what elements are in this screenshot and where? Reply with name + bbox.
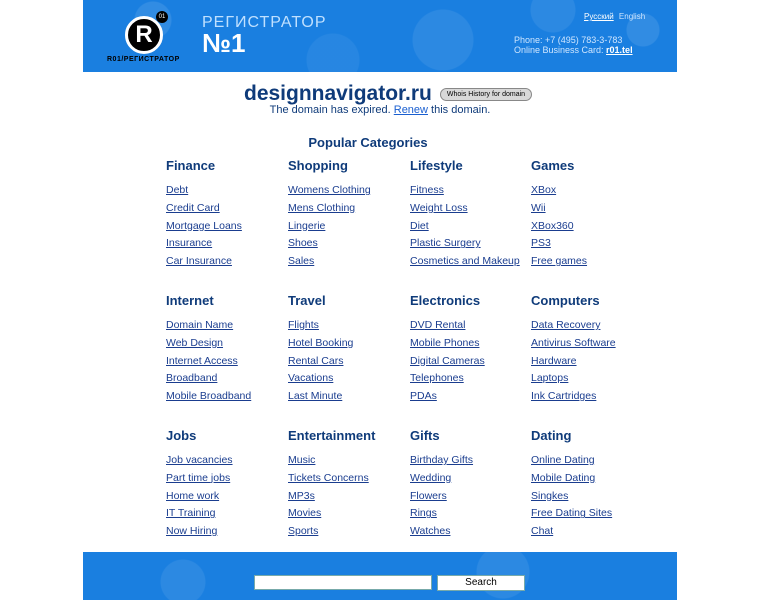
category-link[interactable]: Telephones	[410, 372, 464, 385]
category-link[interactable]: Watches	[410, 525, 451, 538]
category-dating	[531, 428, 649, 543]
category-title: Electronics	[410, 293, 481, 308]
category-link[interactable]: Ink Cartridges	[531, 390, 597, 403]
registrar-title: РЕГИСТРАТОР	[202, 14, 327, 31]
category-link[interactable]: Mobile Dating	[531, 471, 596, 484]
category-link[interactable]: Free Dating Sites	[531, 507, 613, 520]
category-link[interactable]: Music	[288, 454, 316, 466]
category-link[interactable]: Hardware	[531, 354, 577, 367]
category-title: Dating	[531, 428, 572, 443]
category-link[interactable]: Antivirus Software	[531, 336, 616, 349]
category-link[interactable]: Domain Name	[166, 319, 234, 331]
category-link[interactable]: Birthday Gifts	[410, 454, 474, 466]
category-link[interactable]: Sports	[288, 525, 319, 538]
language-switcher	[584, 12, 645, 21]
category-shopping	[288, 158, 406, 273]
business-card-label: Online Business Card:	[514, 45, 607, 55]
category-lifestyle	[410, 158, 528, 273]
category-link[interactable]: Vacations	[288, 372, 334, 385]
category-link[interactable]: IT Training	[166, 507, 216, 520]
category-title: Lifestyle	[410, 158, 463, 173]
category-link[interactable]: Hotel Booking	[288, 336, 354, 349]
category-link[interactable]: DVD Rental	[410, 319, 466, 331]
expired-text: The domain has expired.	[269, 104, 394, 116]
category-link[interactable]: XBox	[531, 184, 557, 196]
category-gifts	[410, 428, 528, 543]
category-link[interactable]: Sales	[288, 255, 315, 268]
category-link[interactable]: PS3	[531, 237, 551, 250]
category-link[interactable]: Movies	[288, 507, 322, 520]
category-title: Gifts	[410, 428, 440, 443]
category-title: Shopping	[288, 158, 348, 173]
category-link[interactable]: Part time jobs	[166, 471, 231, 484]
category-link[interactable]: Weight Loss	[410, 201, 468, 214]
category-title: Internet	[166, 293, 214, 308]
category-internet	[166, 293, 284, 408]
category-link[interactable]: Online Dating	[531, 454, 595, 466]
category-link[interactable]: Home work	[166, 489, 220, 502]
category-link[interactable]: Chat	[531, 525, 554, 538]
category-link[interactable]: Flights	[288, 319, 319, 331]
renew-link[interactable]: Renew	[393, 104, 428, 116]
search-input[interactable]	[254, 575, 432, 590]
category-title: Games	[531, 158, 575, 173]
category-title: Entertainment	[288, 428, 376, 443]
category-entertainment	[288, 428, 406, 543]
phone-text: Phone: +7 (495) 783-3-783	[514, 35, 623, 45]
search-button[interactable]: Search	[437, 575, 525, 591]
category-link[interactable]: Tickets Concerns	[288, 471, 369, 484]
category-link[interactable]: Mens Clothing	[288, 201, 356, 214]
category-link[interactable]: Singkes	[531, 489, 569, 502]
footer-search-bar	[83, 552, 677, 600]
category-computers	[531, 293, 649, 408]
expired-notice	[0, 104, 760, 116]
contact-info	[514, 35, 633, 55]
category-electronics	[410, 293, 528, 408]
category-link[interactable]: Data Recovery	[531, 319, 601, 331]
category-link[interactable]: Digital Cameras	[410, 354, 485, 367]
business-card-link[interactable]: r01.tel	[606, 45, 633, 55]
category-travel	[288, 293, 406, 408]
category-title: Travel	[288, 293, 326, 308]
category-link[interactable]: Internet Access	[166, 354, 238, 367]
category-link[interactable]: Job vacancies	[166, 454, 233, 466]
category-link[interactable]: Plastic Surgery	[410, 237, 481, 250]
category-link[interactable]: Credit Card	[166, 201, 220, 214]
category-link[interactable]: Free games	[531, 255, 588, 268]
header-banner	[83, 0, 677, 72]
category-link[interactable]: Car Insurance	[166, 255, 232, 268]
category-link[interactable]: Shoes	[288, 237, 318, 250]
category-link[interactable]: Debt	[166, 184, 189, 196]
category-link[interactable]: Broadband	[166, 372, 218, 385]
category-link[interactable]: Mobile Broadband	[166, 390, 252, 403]
category-link[interactable]: Diet	[410, 219, 429, 232]
category-link[interactable]: XBox360	[531, 219, 574, 232]
category-games	[531, 158, 649, 273]
category-title: Finance	[166, 158, 216, 173]
category-link[interactable]: Rings	[410, 507, 437, 520]
category-link[interactable]: Last Minute	[288, 390, 343, 403]
category-link[interactable]: Insurance	[166, 237, 213, 250]
category-link[interactable]: MP3s	[288, 489, 315, 502]
category-link[interactable]: Flowers	[410, 489, 447, 502]
category-link[interactable]: PDAs	[410, 390, 437, 403]
category-link[interactable]: Web Design	[166, 336, 224, 349]
business-card-line	[514, 45, 633, 55]
category-jobs	[166, 428, 284, 543]
lang-english-label: English	[618, 12, 646, 21]
category-link[interactable]: Lingerie	[288, 219, 326, 232]
category-link[interactable]: Womens Clothing	[288, 184, 371, 196]
category-finance	[166, 158, 284, 273]
lang-russian-link[interactable]: Русский	[584, 12, 614, 21]
logo-caption: R01/РЕГИСТРАТОР	[107, 56, 180, 63]
popular-categories-title: Popular Categories	[308, 135, 428, 150]
category-link[interactable]: Laptops	[531, 372, 569, 385]
category-link[interactable]: Wedding	[410, 471, 452, 484]
category-link[interactable]: Mortgage Loans	[166, 219, 242, 232]
category-link[interactable]: Rental Cars	[288, 354, 344, 367]
logo-badge: 01	[156, 11, 168, 23]
category-title: Jobs	[166, 428, 197, 443]
category-link[interactable]: Now Hiring	[166, 525, 218, 538]
category-link[interactable]: Fitness	[410, 184, 444, 196]
domain-row	[244, 82, 532, 106]
whois-history-button[interactable]: Whois History for domain	[440, 88, 532, 101]
category-title: Computers	[531, 293, 600, 308]
r01-logo-icon[interactable]: R	[125, 16, 163, 54]
category-link[interactable]: Mobile Phones	[410, 336, 480, 349]
domain-name: designnavigator.ru	[244, 82, 432, 105]
registrar-number: №1	[202, 28, 246, 58]
category-link[interactable]: Wii	[531, 201, 546, 214]
category-link[interactable]: Cosmetics and Makeup	[410, 255, 520, 268]
expired-suffix: this domain.	[428, 104, 491, 116]
